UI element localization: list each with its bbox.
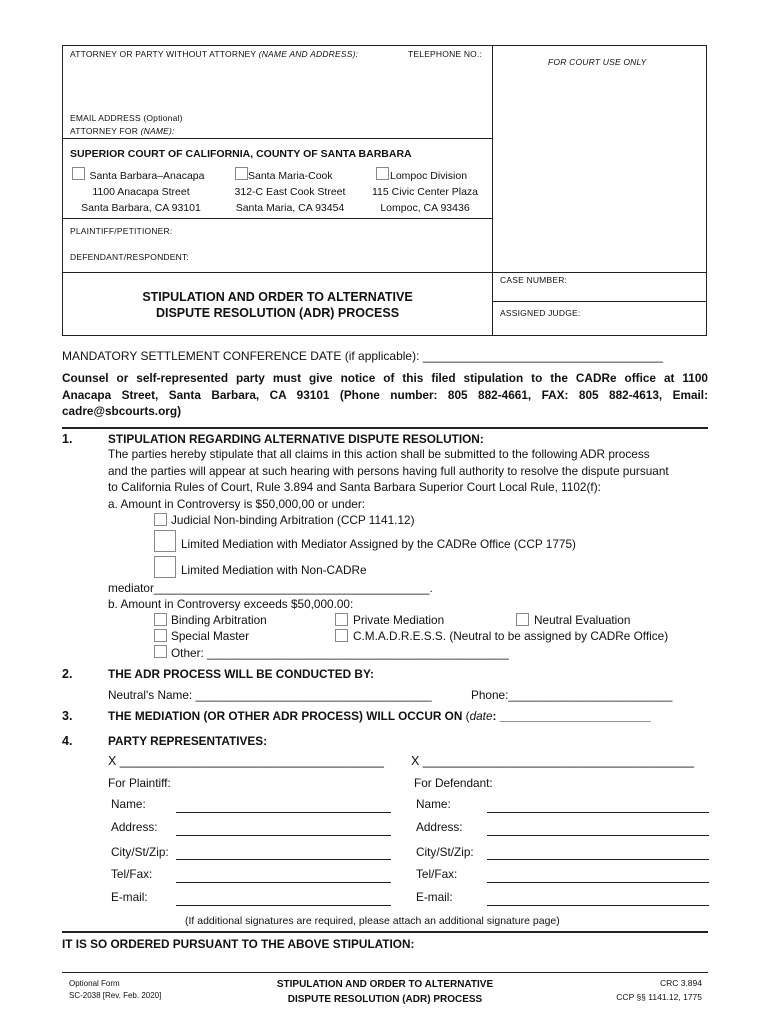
limited-mediation-cadre-checkbox[interactable]: [154, 530, 176, 552]
neutral-evaluation-label: Neutral Evaluation: [534, 613, 631, 627]
section3-date-word: date: [469, 709, 493, 723]
location-lompoc-city: Lompoc, CA 93436: [380, 202, 470, 214]
plaintiff-tel-label: Tel/Fax:: [111, 867, 153, 881]
other-checkbox[interactable]: [154, 645, 167, 658]
cadre-notice-line2: Anacapa Street, Santa Barbara, CA 93101 (Phone number: 805 882-4661, FAX: 805 882-4613, Email:: [62, 387, 708, 402]
court-divider: [62, 218, 493, 219]
defendant-label: DEFENDANT/RESPONDENT:: [70, 252, 189, 262]
adr-date-field[interactable]: THE MEDIATION (OR OTHER ADR PROCESS) WILL OCCUR ON (date: _______________________: [108, 709, 651, 723]
section1-title: STIPULATION REGARDING ALTERNATIVE DISPUTE RESOLUTION:: [108, 432, 484, 446]
form-title: [62, 289, 493, 321]
plaintiff-address-input[interactable]: [176, 835, 391, 836]
binding-arbitration-label: Binding Arbitration: [171, 613, 267, 627]
plaintiff-name-input[interactable]: [176, 812, 391, 813]
location-anacapa-city: Santa Barbara, CA 93101: [81, 202, 201, 214]
footer-form-number: SC-2038 [Rev. Feb. 2020]: [69, 991, 162, 1000]
defendant-email-input[interactable]: [487, 905, 709, 906]
limited-mediation-cadre-label: Limited Mediation with Mediator Assigned by the CADRe Office (CCP 1775): [181, 537, 576, 551]
plaintiff-tel-input[interactable]: [176, 882, 391, 883]
section2-title: THE ADR PROCESS WILL BE CONDUCTED BY:: [108, 667, 374, 681]
attorney-label-text: ATTORNEY OR PARTY WITHOUT ATTORNEY: [70, 49, 257, 59]
footer-crc: CRC 3.894: [659, 978, 702, 988]
section2-number: 2.: [62, 667, 73, 681]
cmadress-checkbox[interactable]: [335, 629, 348, 642]
court-title: SUPERIOR COURT OF CALIFORNIA, COUNTY OF SANTA BARBARA: [70, 148, 412, 160]
section4-title: PARTY REPRESENTATIVES:: [108, 734, 268, 748]
for-plaintiff-label: For Plaintiff:: [108, 776, 171, 790]
location-anacapa-name: Santa Barbara–Anacapa: [89, 170, 205, 182]
defendant-tel-label: Tel/Fax:: [416, 867, 458, 881]
plaintiff-email-input[interactable]: [176, 905, 391, 906]
location-lompoc-name: Lompoc Division: [390, 170, 468, 182]
footer-title-line1: STIPULATION AND ORDER TO ALTERNATIVE: [276, 979, 494, 990]
cmadress-label: C.M.A.D.R.E.S.S. (Neutral to be assigned by CADRe Office): [353, 629, 669, 643]
attorney-for-label: [70, 126, 175, 136]
location-anacapa: [66, 168, 216, 216]
footer-left: [69, 978, 161, 1002]
court-use-label: FOR COURT USE ONLY: [548, 57, 647, 67]
plaintiff-signature-field[interactable]: X ______________________________________: [108, 754, 384, 768]
order-divider: [62, 931, 708, 933]
footer-divider: [62, 972, 708, 973]
limited-mediation-noncadre-label: Limited Mediation with Non-CADRe: [181, 563, 367, 577]
form-title-line1: STIPULATION AND ORDER TO ALTERNATIVE: [142, 290, 413, 304]
plaintiff-city-label: City/St/Zip:: [111, 845, 169, 859]
neutral-evaluation-checkbox[interactable]: [516, 613, 529, 626]
attorney-for-italic: (NAME):: [140, 126, 175, 136]
location-santa-maria-street: 312-C East Cook Street: [234, 186, 346, 198]
binding-arbitration-checkbox[interactable]: [154, 613, 167, 626]
section1-line2: and the parties will appear at such hearing with persons having full authority to resolve the dispute pursuant: [108, 463, 669, 478]
telephone-label: TELEPHONE NO.:: [408, 49, 483, 59]
footer-title-line2: DISPUTE RESOLUTION (ADR) PROCESS: [287, 994, 483, 1005]
footer-ccp: CCP §§ 1141.12, 1775: [616, 992, 702, 1002]
defendant-address-label: Address:: [416, 820, 463, 834]
court-use-box: [492, 45, 707, 273]
private-mediation-label: Private Mediation: [353, 613, 445, 627]
location-santa-maria: [220, 168, 360, 216]
defendant-name-label: Name:: [416, 797, 451, 811]
private-mediation-checkbox[interactable]: [335, 613, 348, 626]
plaintiff-city-input[interactable]: [176, 859, 391, 860]
section1-a-label: a. Amount in Controversy is $50,000,00 or under:: [108, 496, 366, 511]
defendant-name-input[interactable]: [487, 812, 709, 813]
defendant-email-label: E-mail:: [416, 890, 453, 904]
cadre-notice-line3: cadre@sbcourts.org): [62, 404, 182, 418]
location-lompoc-street: 115 Civic Center Plaza: [371, 186, 479, 198]
mediator-field[interactable]: mediator__________________________________________.: [108, 581, 433, 595]
section1-body: [108, 446, 708, 512]
plaintiff-label: PLAINTIFF/PETITIONER:: [70, 226, 173, 236]
special-master-label: Special Master: [171, 629, 250, 643]
section3-date-line: : _______________________: [492, 709, 651, 723]
limited-mediation-noncadre-checkbox[interactable]: [154, 556, 176, 578]
defendant-tel-input[interactable]: [487, 882, 709, 883]
location-lompoc: [362, 168, 488, 216]
footer-title: [230, 977, 540, 1007]
attorney-for-text: ATTORNEY FOR: [70, 126, 139, 136]
cadre-notice: [62, 370, 708, 420]
section1-line3: to California Rules of Court, Rule 3.894 and Santa Barbara Superior Court Local Rule, 1102(f):: [108, 480, 601, 494]
additional-signatures-note: (If additional signatures are required, please attach an additional signature page): [185, 915, 560, 927]
section-divider: [62, 427, 708, 429]
special-master-checkbox[interactable]: [154, 629, 167, 642]
location-santa-maria-name: Santa Maria-Cook: [248, 170, 333, 182]
location-anacapa-street: 1100 Anacapa Street: [92, 186, 190, 198]
other-field[interactable]: Other: ______________________________________________: [171, 646, 509, 660]
neutral-name-field[interactable]: Neutral's Name: ____________________________________: [108, 688, 432, 702]
plaintiff-email-label: E-mail:: [111, 890, 148, 904]
section3-title: THE MEDIATION (OR OTHER ADR PROCESS) WILL OCCUR ON: [108, 709, 463, 723]
section1-number: 1.: [62, 432, 73, 446]
email-label: EMAIL ADDRESS (Optional): [70, 113, 183, 123]
judicial-arbitration-label: Judicial Non-binding Arbitration (CCP 1141.12): [171, 513, 415, 527]
for-defendant-label: For Defendant:: [414, 776, 493, 790]
plaintiff-name-label: Name:: [111, 797, 146, 811]
form-title-line2: DISPUTE RESOLUTION (ADR) PROCESS: [155, 306, 400, 320]
defendant-city-input[interactable]: [487, 859, 709, 860]
judicial-arbitration-checkbox[interactable]: [154, 513, 167, 526]
assigned-judge-label: ASSIGNED JUDGE:: [500, 308, 581, 318]
section3-number: 3.: [62, 709, 73, 723]
location-santa-maria-city: Santa Maria, CA 93454: [235, 202, 345, 214]
plaintiff-address-label: Address:: [111, 820, 158, 834]
cadre-notice-line1: Counsel or self-represented party must give notice of this filed stipulation to the CADRe office at 1100: [62, 371, 708, 385]
section1-b-label: b. Amount in Controversy exceeds $50,000.00:: [108, 597, 354, 611]
footer-optional: Optional Form: [69, 979, 120, 988]
attorney-box: [62, 45, 493, 139]
neutral-phone-field[interactable]: Phone:_________________________: [471, 688, 673, 702]
defendant-address-input[interactable]: [487, 835, 709, 836]
attorney-label-italic: (NAME AND ADDRESS):: [258, 49, 359, 59]
footer-right: [580, 976, 702, 1004]
attorney-label: [70, 49, 358, 59]
msc-date-field[interactable]: MANDATORY SETTLEMENT CONFERENCE DATE (if applicable): ____________________________________: [62, 349, 664, 363]
section1-line1: The parties hereby stipulate that all claims in this action shall be submitted to the following ADR process: [108, 447, 650, 461]
case-divider: [492, 301, 707, 302]
defendant-city-label: City/St/Zip:: [416, 845, 474, 859]
section4-number: 4.: [62, 734, 73, 748]
order-statement: IT IS SO ORDERED PURSUANT TO THE ABOVE STIPULATION:: [62, 937, 415, 951]
defendant-signature-field[interactable]: X _______________________________________: [411, 754, 694, 768]
case-number-label: CASE NUMBER:: [500, 275, 568, 285]
